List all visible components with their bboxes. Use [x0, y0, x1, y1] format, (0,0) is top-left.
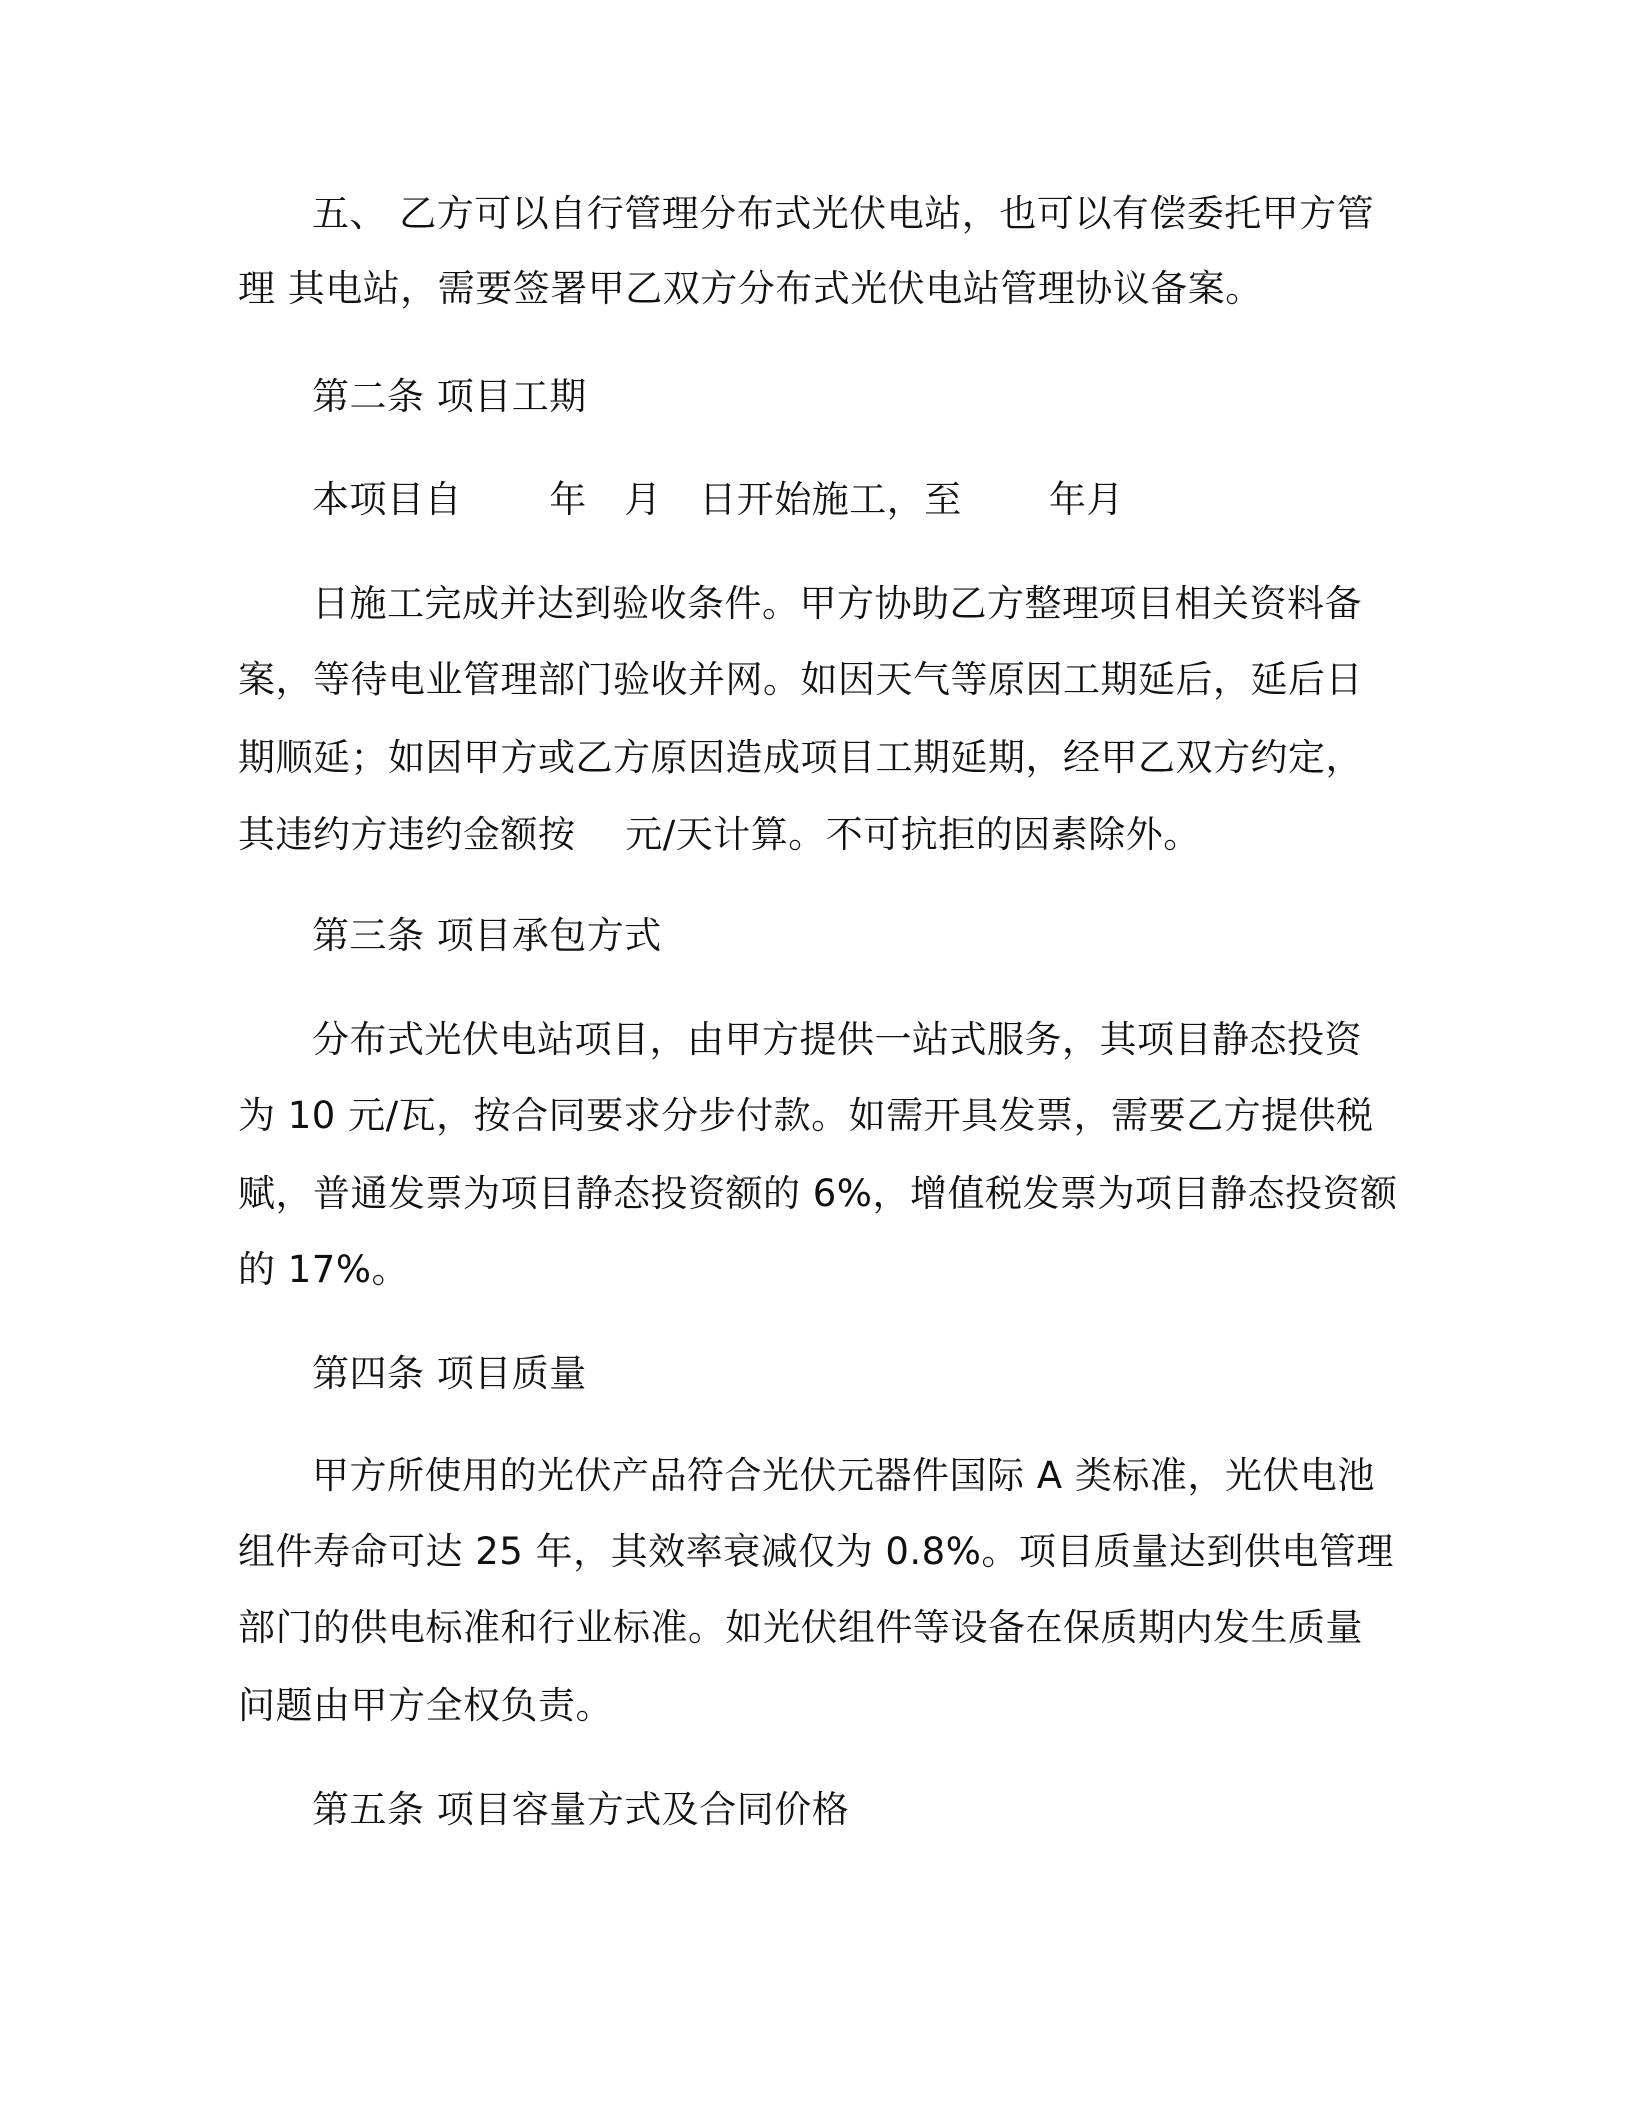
- article-5-heading: 第五条 项目容量方式及合同价格: [312, 1788, 850, 1831]
- article-3-line-1: 分布式光伏电站项目，由甲方提供一站式服务，其项目静态投资: [312, 1018, 1362, 1061]
- article-3-line-2: 为 10 元/瓦，按合同要求分步付款。如需开具发票，需要乙方提供税: [238, 1094, 1374, 1137]
- article-2-line-3: 案，等待电业管理部门验收并网。如因天气等原因工期延后，延后日: [238, 658, 1363, 701]
- article-4-line-1: 甲方所使用的光伏产品符合光伏元器件国际 A 类标准，光伏电池: [312, 1454, 1375, 1497]
- article-3-line-4: 的 17%。: [238, 1248, 409, 1291]
- article-4-line-3: 部门的供电标准和行业标准。如光伏组件等设备在保质期内发生质量: [238, 1606, 1363, 1649]
- article-4-heading: 第四条 项目质量: [312, 1352, 587, 1395]
- article-2-heading: 第二条 项目工期: [312, 375, 587, 418]
- article-3-line-3: 赋，普通发票为项目静态投资额的 6%，增值税发票为项目静态投资额: [238, 1172, 1398, 1215]
- article-2-line-5: 其违约方违约金额按 元/天计算。不可抗拒的因素除外。: [238, 813, 1201, 856]
- item-5-line-2: 理 其电站，需要签署甲乙双方分布式光伏电站管理协议备案。: [238, 267, 1263, 310]
- article-2-line-1: 本项目自 年 月 日开始施工，至 年月: [312, 478, 1125, 521]
- article-4-line-4: 问题由甲方全权负责。: [238, 1684, 613, 1727]
- article-4-line-2: 组件寿命可达 25 年，其效率衰减仅为 0.8%。项目质量达到供电管理: [238, 1530, 1394, 1573]
- article-2-line-4: 期顺延；如因甲方或乙方原因造成项目工期延期，经甲乙双方约定，: [238, 736, 1363, 779]
- item-5-line-1: 五、 乙方可以自行管理分布式光伏电站，也可以有偿委托甲方管: [312, 192, 1375, 235]
- article-3-heading: 第三条 项目承包方式: [312, 914, 662, 957]
- article-2-line-2: 日施工完成并达到验收条件。甲方协助乙方整理项目相关资料备: [312, 582, 1362, 625]
